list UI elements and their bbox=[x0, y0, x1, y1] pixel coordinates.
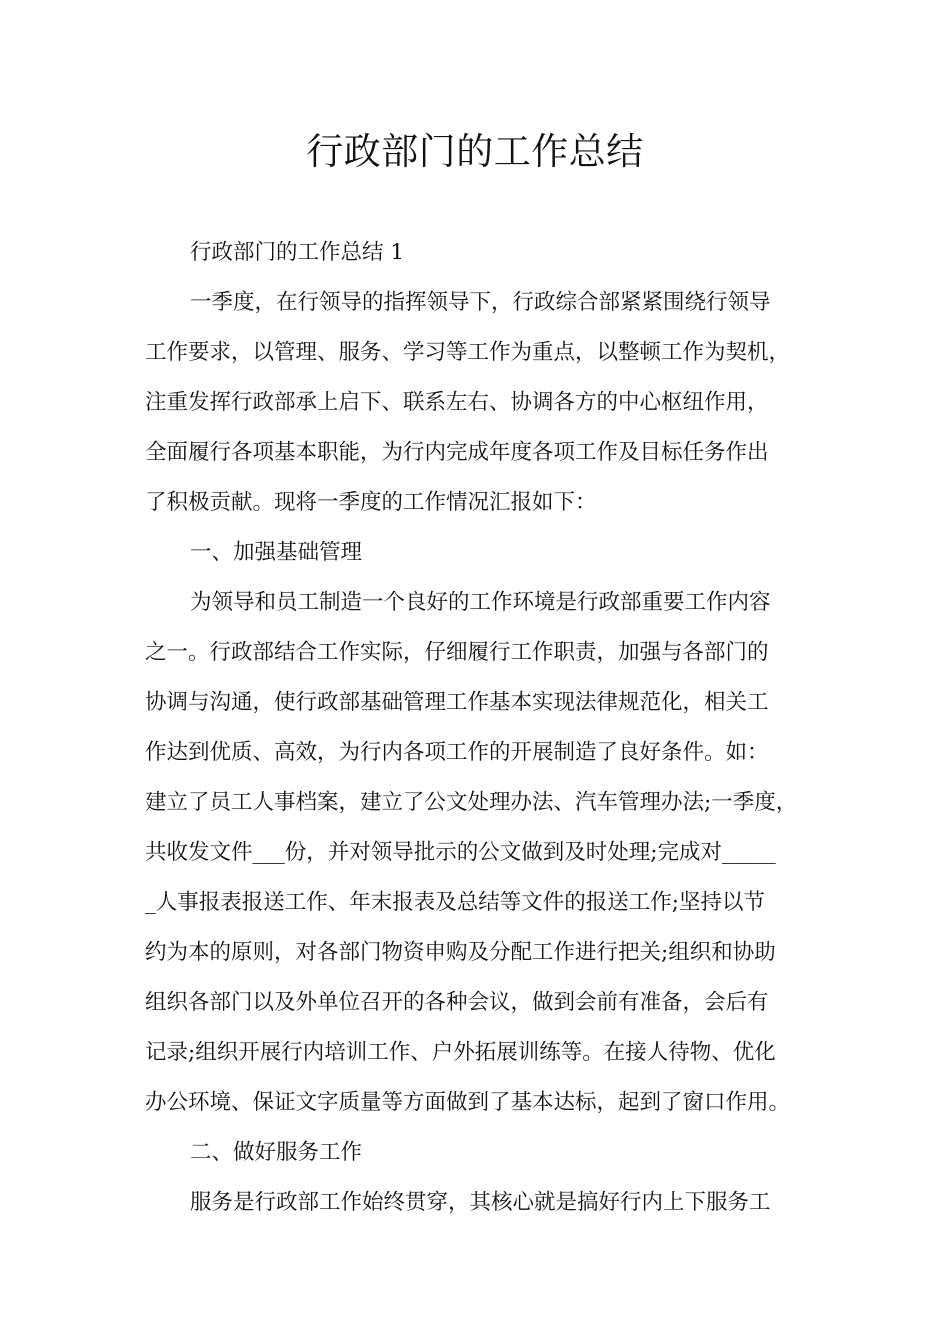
paragraph-line: 建立了员工人事档案，建立了公文处理办法、汽车管理办法;一季度， bbox=[145, 790, 798, 815]
paragraph-line: 工作要求，以管理、服务、学习等工作为重点，以整顿工作为契机， bbox=[145, 340, 791, 365]
paragraph-line: 协调与沟通，使行政部基础管理工作基本实现法律规范化，相关工 bbox=[145, 690, 769, 715]
paragraph-line: 了积极贡献。现将一季度的工作情况汇报如下： bbox=[145, 490, 597, 515]
paragraph-line: 作达到优质、高效，为行内各项工作的开展制造了良好条件。如： bbox=[145, 740, 769, 765]
paragraph-line: _人事报表报送工作、年末报表及总结等文件的报送工作;坚持以节 bbox=[145, 890, 765, 915]
paragraph-line: 注重发挥行政部承上启下、联系左右、协调各方的中心枢纽作用， bbox=[145, 390, 769, 415]
document-body bbox=[145, 228, 817, 1228]
section-heading: 二、做好服务工作 bbox=[190, 1140, 363, 1165]
document-title: 行政部门的工作总结 bbox=[306, 130, 644, 173]
paragraph-line: 一季度，在行领导的指挥领导下，行政综合部紧紧围绕行领导 bbox=[190, 290, 771, 315]
paragraph-line: 为领导和员工制造一个良好的工作环境是行政部重要工作内容 bbox=[190, 590, 771, 615]
section-heading: 一、加强基础管理 bbox=[190, 540, 363, 565]
paragraph-line: 组织各部门以及外单位召开的各种会议，做到会前有准备，会后有 bbox=[145, 990, 769, 1015]
paragraph-line: 办公环境、保证文字质量等方面做到了基本达标，起到了窗口作用。 bbox=[145, 1090, 791, 1115]
paragraph-line: 约为本的原则，对各部门物资申购及分配工作进行把关;组织和协助 bbox=[145, 940, 776, 965]
paragraph-line: 服务是行政部工作始终贯穿，其核心就是搞好行内上下服务工 bbox=[190, 1190, 771, 1215]
paragraph-line: 之一。行政部结合工作实际，仔细履行工作职责，加强与各部门的 bbox=[145, 640, 769, 665]
section-heading: 行政部门的工作总结 1 bbox=[190, 240, 405, 265]
paragraph-line: 全面履行各项基本职能，为行内完成年度各项工作及目标任务作出 bbox=[145, 440, 769, 465]
paragraph-line: 共收发文件___份，并对领导批示的公文做到及时处理;完成对_____ bbox=[145, 840, 776, 865]
paragraph-line: 记录;组织开展行内培训工作、户外拓展训练等。在接人待物、优化 bbox=[145, 1040, 776, 1065]
